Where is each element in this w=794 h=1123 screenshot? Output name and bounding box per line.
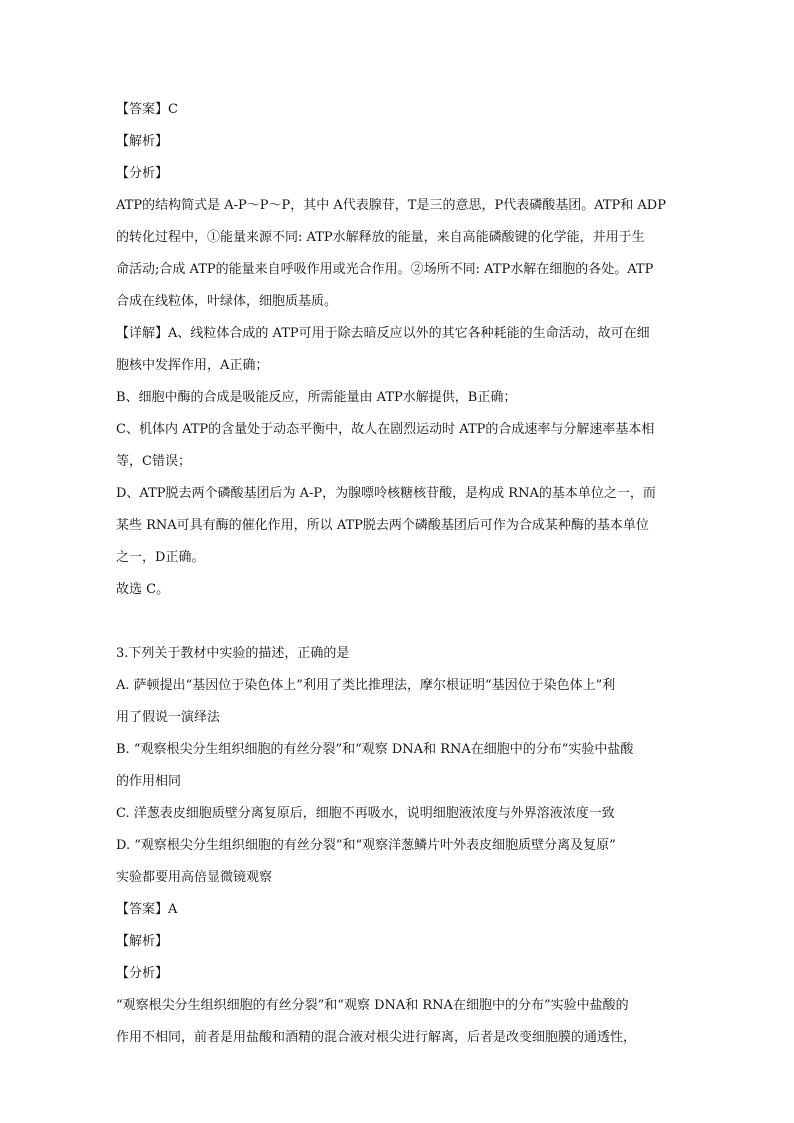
answer-label-q3: 【答案】A	[116, 902, 178, 917]
analysis-heading-q3: 【分析】	[116, 966, 169, 981]
text-line: 胞核中发挥作用，A正确；	[116, 358, 269, 373]
text-line: “观察根尖分生组织细胞的有丝分裂”和“观察 DNA和 RNA在细胞中的分布”实验中盐酸的	[116, 998, 629, 1013]
document-page	[116, 100, 684, 1060]
answer-label-q2: 【答案】C	[116, 102, 178, 117]
text-line: 作用不相同，前者是用盐酸和酒精的混合液对根尖进行解离，后者是改变细胞膜的通透性，	[116, 1030, 637, 1045]
option-a-cont: 用了假说一演绎法	[116, 710, 221, 725]
text-line: 的转化过程中，①能量来源不同: ATP水解释放的能量，来自高能磷酸键的化学能，并用于生	[116, 230, 645, 245]
text-line: 合成在线粒体，叶绿体，细胞质基质。	[116, 294, 338, 309]
analysis-heading-q2: 【分析】	[116, 166, 169, 181]
text-line: C、机体内 ATP的含量处于动态平衡中，故人在剧烈运动时 ATP的合成速率与分解速率基本相	[116, 422, 655, 437]
option-d: D. “观察根尖分生组织细胞的有丝分裂”和“观察洋葱鳞片叶外表皮细胞质壁分离及复原”	[116, 838, 616, 853]
explanation-heading-q3: 【解析】	[116, 934, 169, 949]
detail-line: 【详解】A、线粒体合成的 ATP可用于除去暗反应以外的其它各种耗能的生命活动，故可在细	[116, 326, 650, 341]
text-line: ATP的结构简式是 A-P～P～P，其中 A代表腺苷，T是三的意思，P代表磷酸基团。ATP和 ADP	[116, 198, 666, 213]
explanation-heading-q2: 【解析】	[116, 134, 169, 149]
option-a: A. 萨顿提出“基因位于染色体上”利用了类比推理法，摩尔根证明“基因位于染色体上”利	[116, 678, 616, 693]
section-gap	[116, 612, 684, 644]
text-line: B、细胞中酶的合成是吸能反应，所需能量由 ATP水解提供，B正确；	[116, 390, 517, 405]
option-c: C. 洋葱表皮细胞质壁分离复原后，细胞不再吸水，说明细胞液浓度与外界溶液浓度一致	[116, 806, 615, 821]
text-line: D、ATP脱去两个磷酸基团后为 A-P，为腺嘌呤核糖核苷酸，是构成 RNA的基本单位之一，而	[116, 486, 656, 501]
answer-explanation-q2	[116, 100, 684, 600]
option-b: B. “观察根尖分生组织细胞的有丝分裂”和“观察 DNA和 RNA在细胞中的分布”实验中盐酸	[116, 742, 634, 757]
text-line: 之一，D正确。	[116, 550, 205, 565]
text-line: 某些 RNA可具有酶的催化作用，所以 ATP脱去两个磷酸基团后可作为合成某种酶的基本单位	[116, 518, 649, 533]
text-line: 命活动;合成 ATP的能量来自呼吸作用或光合作用。②场所不同: ATP水解在细胞的各处。ATP	[116, 262, 654, 277]
option-d-cont: 实验都要用高倍显微镜观察	[116, 870, 273, 885]
question-3	[116, 644, 684, 1048]
option-b-cont: 的作用相同	[116, 774, 182, 789]
conclusion-line: 故选 C。	[116, 582, 170, 597]
question-stem: 3.下列关于教材中实验的描述，正确的是	[116, 646, 350, 661]
text-line: 等，C错误；	[116, 454, 191, 469]
